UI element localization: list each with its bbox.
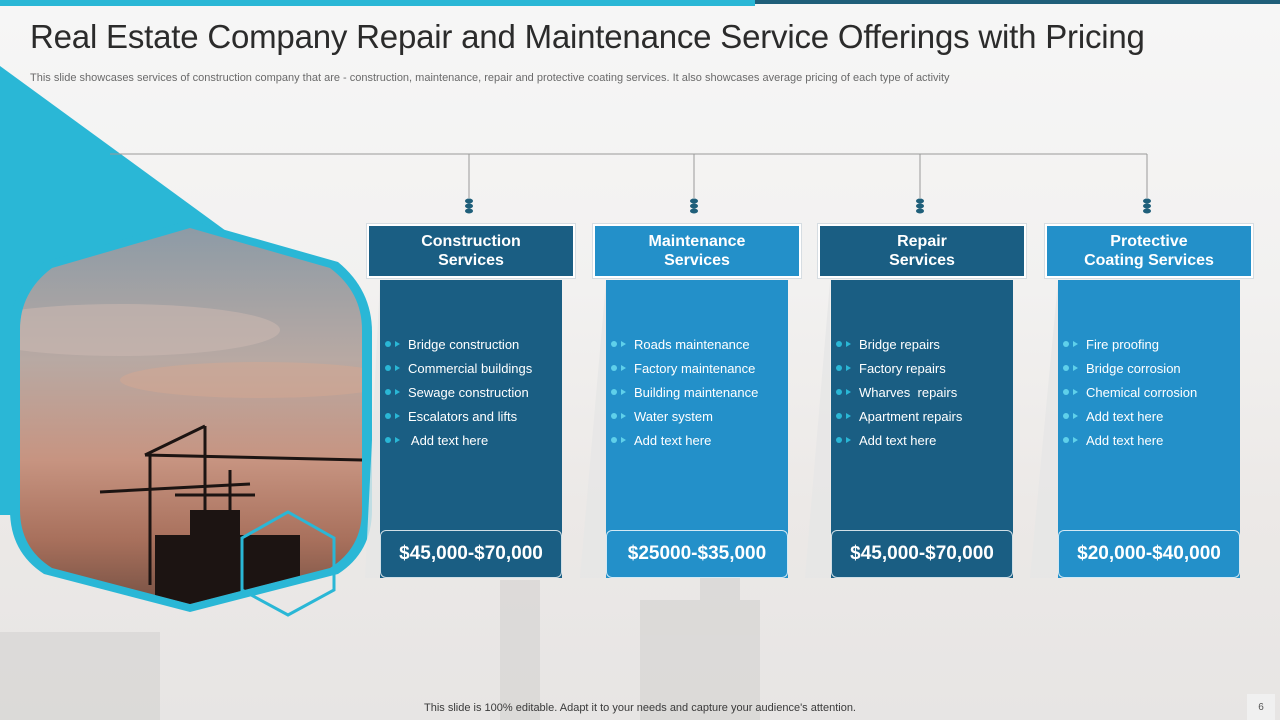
list-item-label: Commercial buildings — [408, 360, 533, 376]
service-list — [384, 332, 532, 452]
connector-lines — [110, 154, 1147, 198]
page-number: 6 — [1247, 694, 1275, 720]
list-item-label: Water system — [634, 408, 713, 424]
arrow-bullet-icon — [1062, 387, 1082, 397]
list-item-label: Apartment repairs — [859, 408, 963, 424]
arrow-bullet-icon — [835, 387, 855, 397]
arrow-bullet-icon — [835, 363, 855, 373]
arrow-bullet-icon — [835, 435, 855, 445]
list-item-label: Escalators and lifts — [408, 408, 518, 424]
arrow-bullet-icon — [1062, 363, 1082, 373]
footer-note: This slide is 100% editable. Adapt it to your needs and capture your audience's attention. — [424, 702, 856, 714]
price-badge: $45,000-$70,000 — [831, 530, 1013, 578]
card-header-maintenance: Maintenance Services — [593, 224, 801, 278]
list-item-label: Wharves repairs — [859, 384, 958, 400]
list-item — [610, 404, 758, 428]
list-item — [384, 404, 532, 428]
arrow-bullet-icon — [610, 411, 630, 421]
list-item — [835, 404, 962, 428]
arrow-bullet-icon — [610, 435, 630, 445]
list-item-label: Add text here — [859, 432, 937, 448]
card-header-repair: Repair Services — [818, 224, 1026, 278]
stacked-coins-icon — [1143, 199, 1151, 214]
arrow-bullet-icon — [610, 387, 630, 397]
list-item-label: Chemical corrosion — [1086, 384, 1198, 400]
service-list — [1062, 332, 1197, 452]
page-subtitle: This slide showcases services of construction company that are - construction, maintenance, repair and protective coating services. It also showcases average pricing of each type of activity — [30, 72, 950, 84]
arrow-bullet-icon — [384, 339, 404, 349]
card-protective-coating — [1058, 280, 1240, 578]
list-item — [1062, 428, 1197, 452]
arrow-bullet-icon — [835, 411, 855, 421]
list-item-label: Factory maintenance — [634, 360, 756, 376]
arrow-bullet-icon — [384, 411, 404, 421]
arrow-bullet-icon — [1062, 339, 1082, 349]
list-item-label: Bridge corrosion — [1086, 360, 1181, 376]
list-item — [384, 356, 532, 380]
card-repair — [831, 280, 1013, 578]
arrow-bullet-icon — [384, 435, 404, 445]
list-item — [610, 380, 758, 404]
list-item-label: Roads maintenance — [634, 336, 750, 352]
list-item — [835, 356, 962, 380]
page-title: Real Estate Company Repair and Maintenance Service Offerings with Pricing — [30, 18, 1145, 55]
arrow-bullet-icon — [384, 363, 404, 373]
list-item-label: Bridge construction — [408, 336, 520, 352]
card-maintenance — [606, 280, 788, 578]
arrow-bullet-icon — [1062, 435, 1082, 445]
arrow-bullet-icon — [384, 387, 404, 397]
list-item — [1062, 380, 1197, 404]
stacked-coins-icon — [465, 199, 473, 214]
price-badge: $45,000-$70,000 — [380, 530, 562, 578]
list-item-label: Add text here — [1086, 432, 1164, 448]
stacked-coins-icon — [690, 199, 698, 214]
list-item — [610, 428, 758, 452]
card-construction — [380, 280, 562, 578]
arrow-bullet-icon — [610, 339, 630, 349]
list-item — [384, 332, 532, 356]
faded-skyline — [0, 575, 760, 720]
service-list — [835, 332, 962, 452]
list-item-label: Building maintenance — [634, 384, 759, 400]
list-item — [1062, 404, 1197, 428]
price-badge: $20,000-$40,000 — [1058, 530, 1240, 578]
card-header-construction: Construction Services — [367, 224, 575, 278]
list-item — [384, 428, 532, 452]
construction-cranes-photo — [0, 220, 400, 620]
list-item-label: Add text here — [634, 432, 712, 448]
price-badge: $25000-$35,000 — [606, 530, 788, 578]
arrow-bullet-icon — [835, 339, 855, 349]
list-item — [610, 332, 758, 356]
list-item — [835, 332, 962, 356]
list-item-label: Add text here — [1086, 408, 1164, 424]
arrow-bullet-icon — [1062, 411, 1082, 421]
list-item — [1062, 332, 1197, 356]
service-list — [610, 332, 758, 452]
list-item-label: Fire proofing — [1086, 336, 1159, 352]
list-item — [835, 428, 962, 452]
list-item-label: Add text here — [408, 432, 489, 448]
list-item — [384, 380, 532, 404]
list-item — [610, 356, 758, 380]
card-header-protective-coating: Protective Coating Services — [1045, 224, 1253, 278]
list-item-label: Bridge repairs — [859, 336, 940, 352]
list-item-label: Sewage construction — [408, 384, 529, 400]
stacked-coins-icon — [916, 199, 924, 214]
list-item — [835, 380, 962, 404]
list-item-label: Factory repairs — [859, 360, 946, 376]
arrow-bullet-icon — [610, 363, 630, 373]
list-item — [1062, 356, 1197, 380]
